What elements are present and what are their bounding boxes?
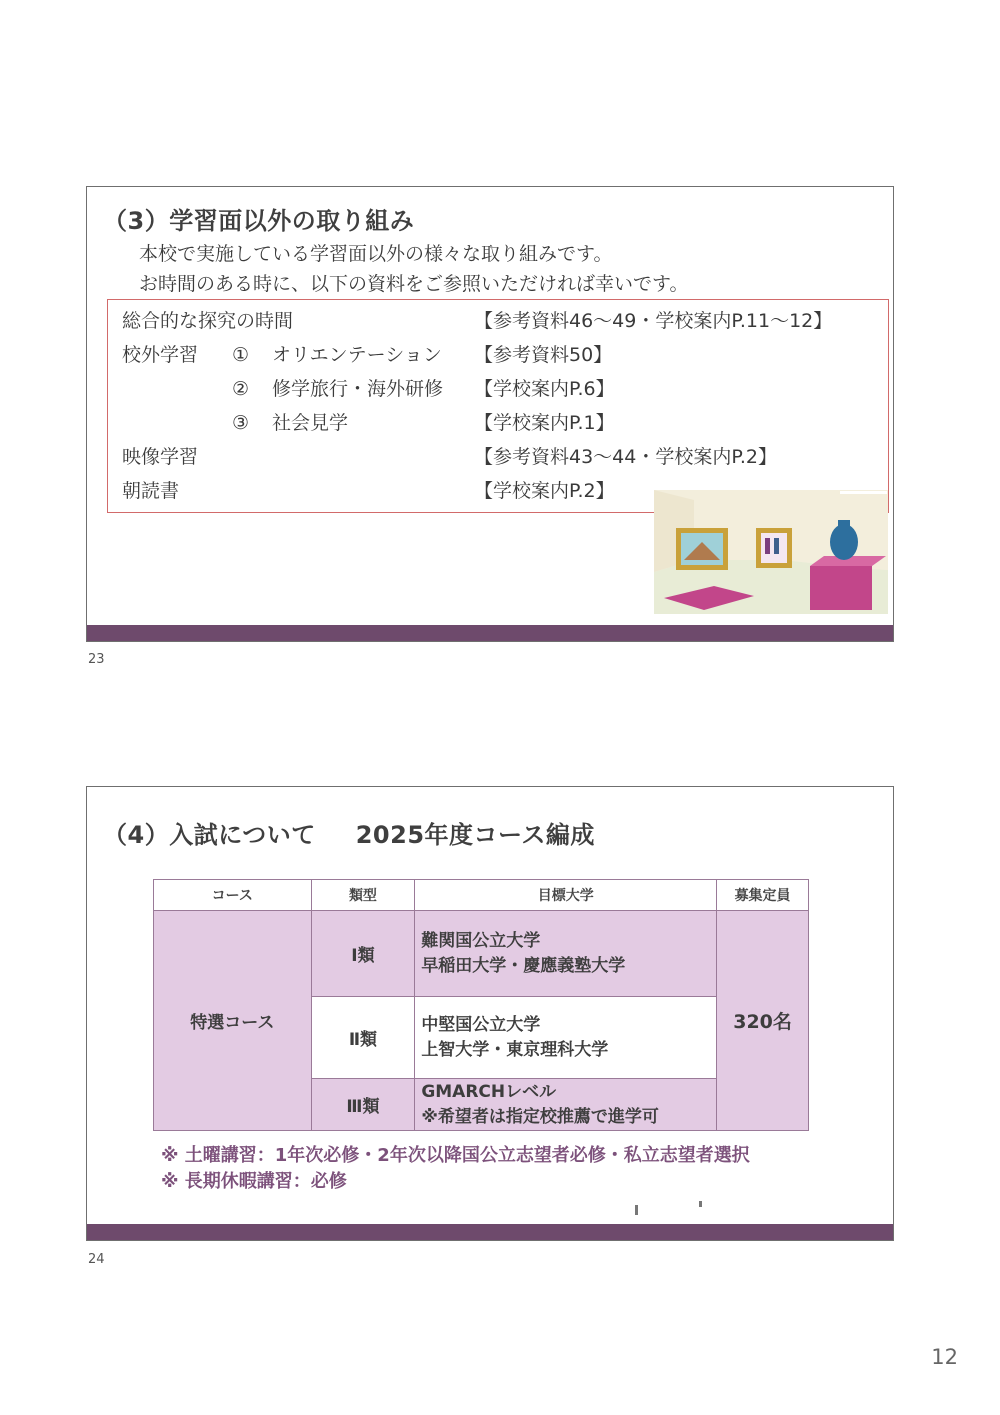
note-line: ※ 長期休暇講習：必修 — [161, 1171, 347, 1192]
target-cell — [415, 997, 717, 1079]
slide-23-page-number: 23 — [88, 652, 105, 667]
resource-sub-item: 社会見学 — [272, 412, 349, 434]
resource-reference: 【参考資料43～44・学校案内P.2】 — [474, 446, 777, 468]
course-notes — [161, 1143, 750, 1195]
target-line: 上智大学・東京理科大学 — [421, 1039, 609, 1060]
target-cell — [415, 1079, 717, 1131]
header-capacity: 募集定員 — [717, 880, 809, 911]
slide-24-title-subtitle: 2025年度コース編成 — [355, 821, 595, 849]
resource-label: 校外学習 — [122, 344, 199, 366]
course-name-cell: 特選コース — [154, 911, 312, 1131]
museum-gallery-illustration — [654, 490, 888, 614]
slide-23-title-number: （3） — [103, 207, 170, 235]
slide-23-title — [103, 201, 414, 236]
header-target: 目標大学 — [415, 880, 717, 911]
slide-24-title-number: （4） — [103, 821, 170, 849]
target-line: 中堅国公立大学 — [421, 1014, 541, 1035]
slide-footer-bar — [87, 625, 893, 641]
target-cell — [415, 911, 717, 997]
intro-line: お時間のある時に、以下の資料をご参照いただければ幸いです。 — [139, 273, 689, 295]
table-header-row — [154, 880, 809, 911]
type-cell: Ⅰ類 — [311, 911, 415, 997]
slide-23-title-text: 学習面以外の取り組み — [169, 207, 415, 235]
target-line: 早稲田大学・慶應義塾大学 — [421, 955, 626, 976]
table-row — [154, 911, 809, 997]
resource-sub-item: オリエンテーション — [272, 344, 442, 366]
resource-label: 総合的な探究の時間 — [122, 310, 294, 332]
slide-24-title-text: 入試について — [169, 821, 316, 849]
resource-label: 朝読書 — [122, 480, 180, 502]
resource-row — [108, 304, 888, 338]
target-line: ※希望者は指定校推薦で進学可 — [421, 1106, 659, 1127]
capacity-cell: 320名 — [717, 911, 809, 1131]
slide-23-intro — [139, 239, 688, 299]
intro-line: 本校で実施している学習面以外の様々な取り組みです。 — [139, 243, 613, 265]
resource-reference: 【参考資料46～49・学校案内P.11～12】 — [474, 310, 833, 332]
resource-row — [108, 406, 888, 440]
resource-reference: 【学校案内P.6】 — [474, 378, 615, 400]
resource-number: ③ — [232, 412, 250, 434]
resource-row — [108, 440, 888, 474]
target-line: GMARCHレベル — [421, 1081, 557, 1102]
resource-reference: 【参考資料50】 — [474, 344, 613, 366]
type-cell: Ⅱ類 — [311, 997, 415, 1079]
scan-mark — [635, 1205, 638, 1215]
slide-23 — [86, 186, 894, 642]
resource-label: 映像学習 — [122, 446, 199, 468]
slide-24 — [86, 786, 894, 1241]
scan-mark — [699, 1201, 702, 1207]
resource-reference: 【学校案内P.1】 — [474, 412, 615, 434]
document-page-number: 12 — [931, 1345, 958, 1369]
resource-number: ② — [232, 378, 250, 400]
target-line: 難関国公立大学 — [421, 930, 541, 951]
resource-list-box — [107, 299, 889, 513]
slide-24-page-number: 24 — [88, 1252, 105, 1267]
course-table — [153, 879, 809, 1131]
resource-reference: 【学校案内P.2】 — [474, 480, 615, 502]
header-course: コース — [154, 880, 312, 911]
slide-footer-bar — [87, 1224, 893, 1240]
resource-sub-item: 修学旅行・海外研修 — [272, 378, 444, 400]
header-type: 類型 — [311, 880, 415, 911]
resource-number: ① — [232, 344, 250, 366]
type-cell: Ⅲ類 — [311, 1079, 415, 1131]
resource-row — [108, 372, 888, 406]
resource-row — [108, 338, 888, 372]
note-line: ※ 土曜講習：1年次必修・2年次以降国公立志望者必修・私立志望者選択 — [161, 1145, 750, 1166]
slide-24-title — [103, 815, 595, 850]
